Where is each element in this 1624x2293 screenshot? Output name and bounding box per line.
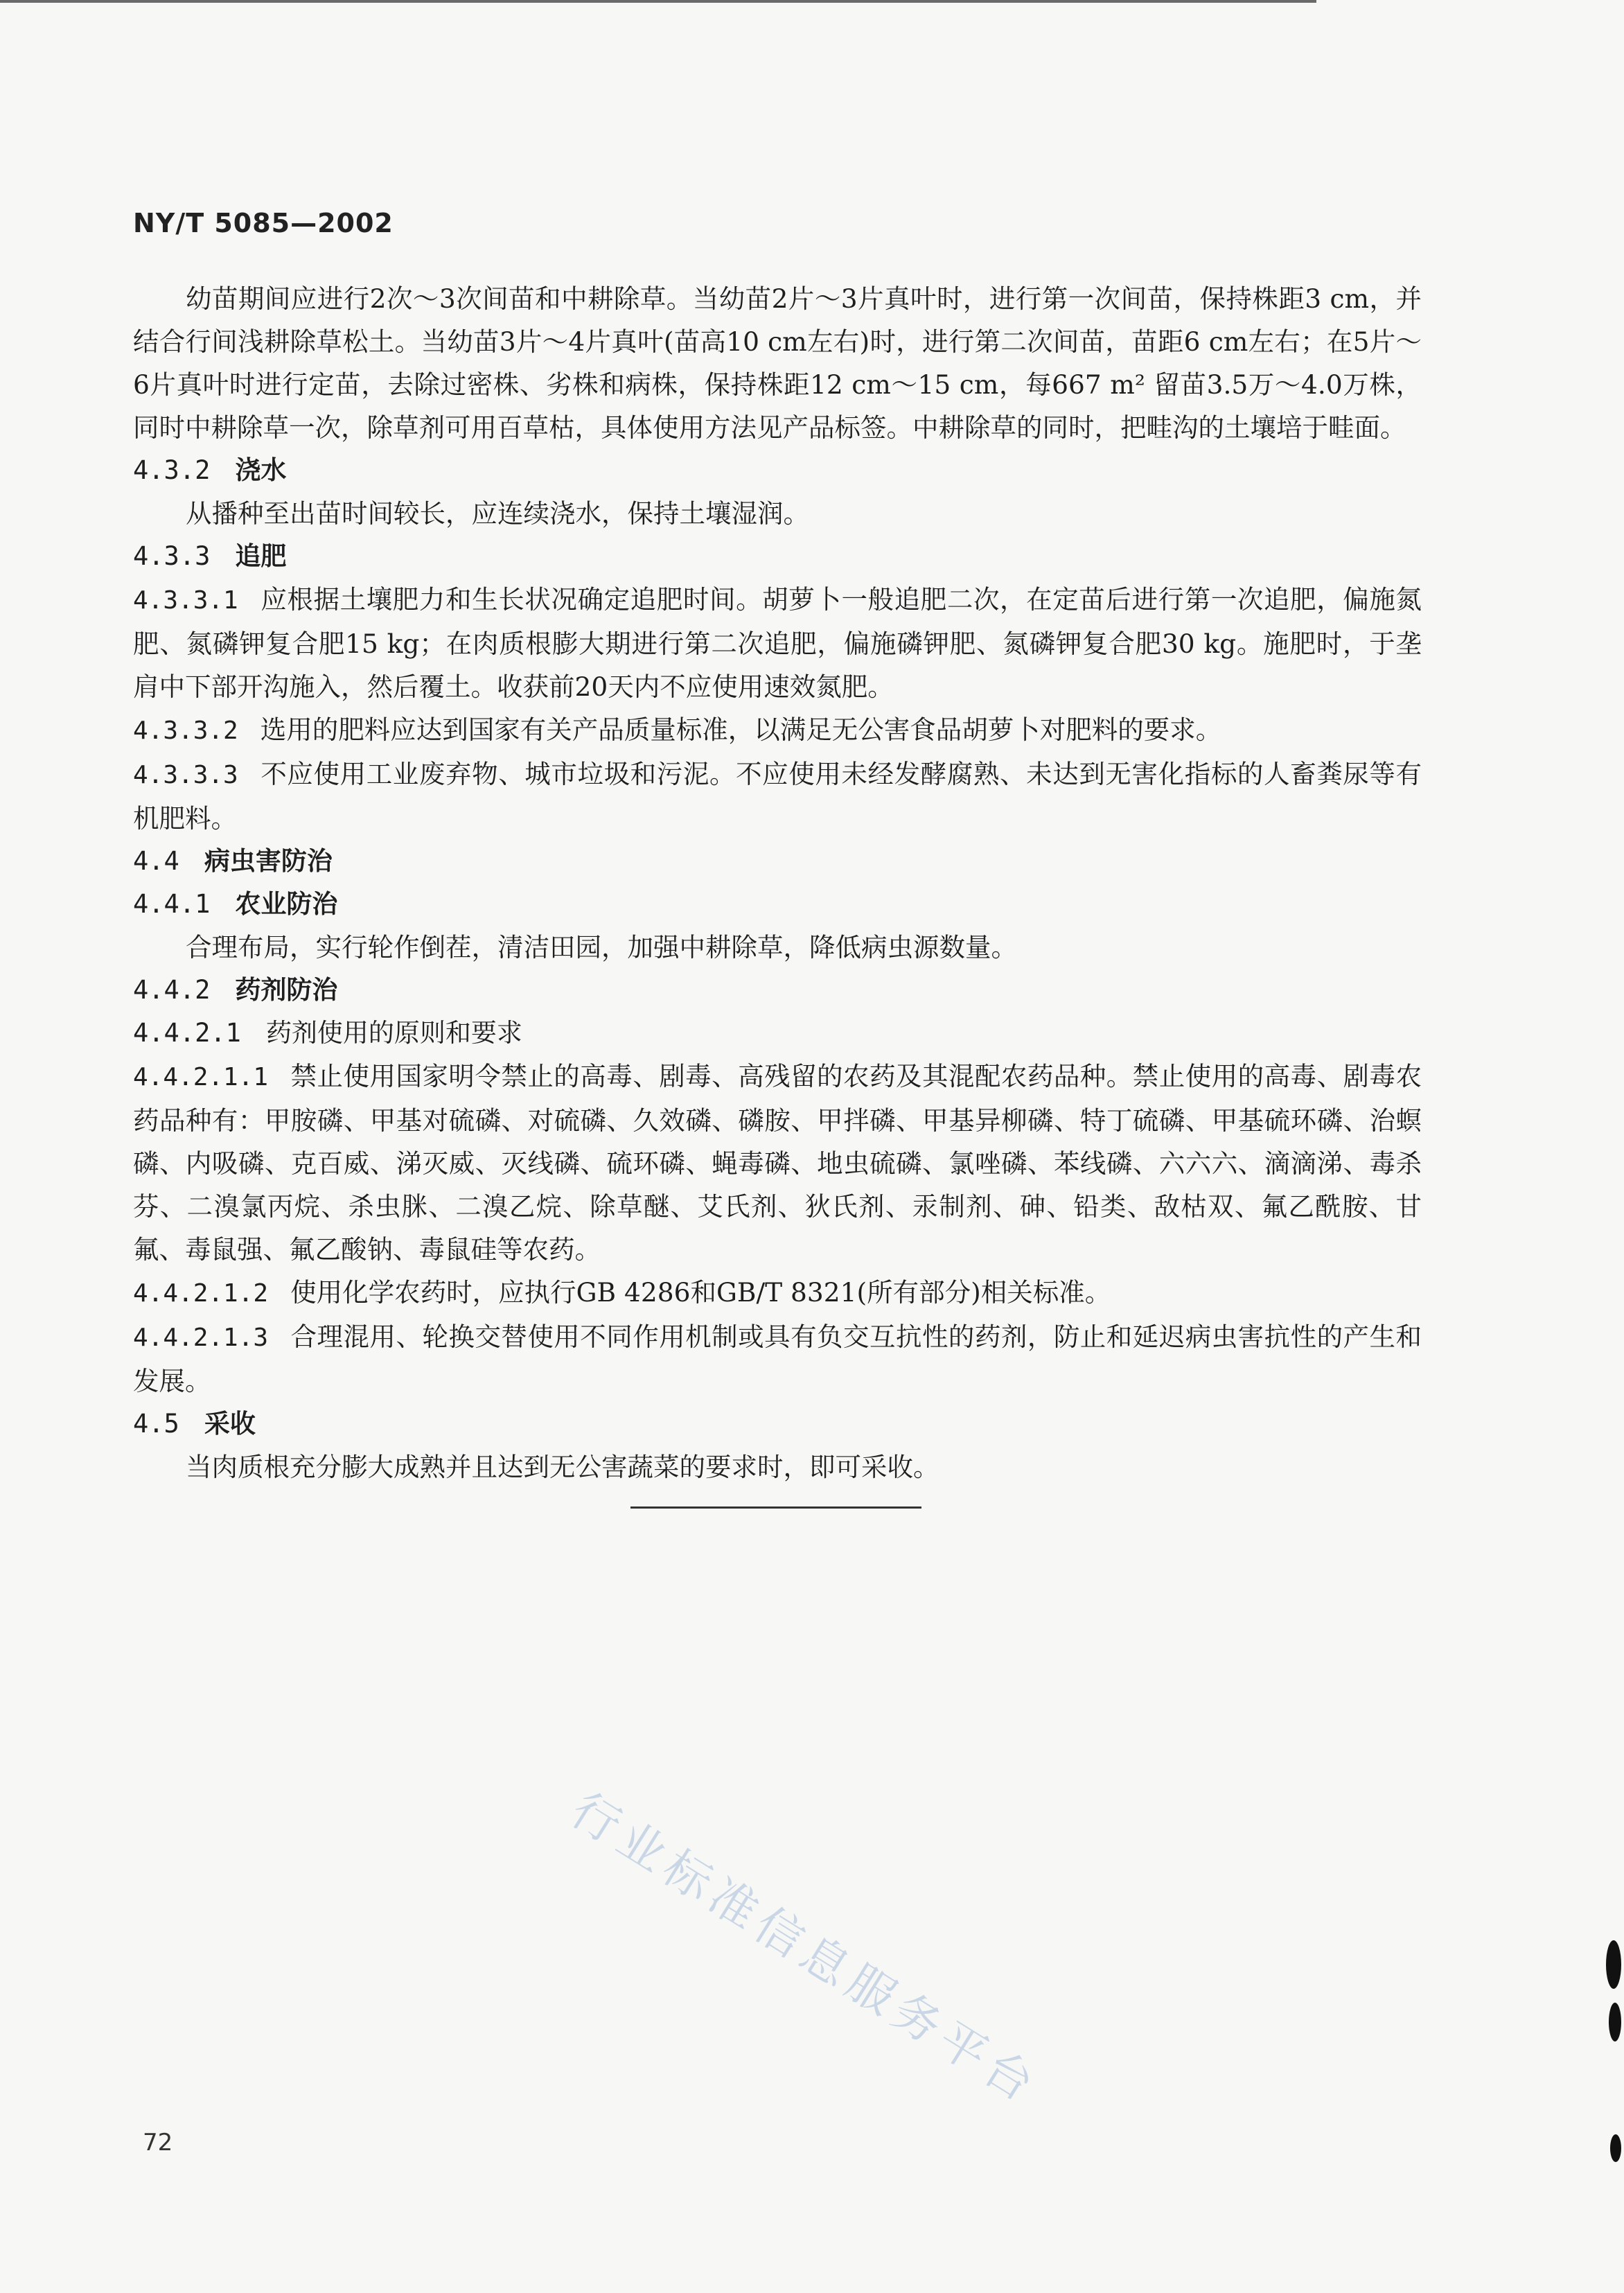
clause-4-3-3-1: 4.3.3.1 应根据土壤肥力和生长状况确定追肥时间。胡萝卜一般追肥二次，在定苗后进行第一次追肥，偏施氮肥、氮磷钾复合肥15 kg；在肉质根膨大期进行第二次追肥，偏施磷钾肥、氮磷钾复合肥30 kg。施肥时，于垄肩中下部开沟施入，然后覆土。收获前20天内不应使用速效氮肥。 [133, 584, 1422, 702]
heading-4-4-1: 4.4.1 农业防治 [133, 889, 338, 919]
top-border-rule [0, 0, 1316, 3]
standard-number-header: NY/T 5085—2002 [133, 208, 394, 238]
heading-4-3-2: 4.3.2 浇水 [133, 455, 287, 485]
heading-4-5: 4.5 采收 [133, 1409, 256, 1439]
clause-4-4-2-1-3: 4.4.2.1.3 合理混用、轮换交替使用不同作用机制或具有负交互抗性的药剂，防止和延迟病虫害抗性的产生和发展。 [133, 1321, 1422, 1396]
heading-4-4: 4.4 病虫害防治 [133, 846, 333, 876]
intro-paragraph: 幼苗期间应进行2次～3次间苗和中耕除草。当幼苗2片～3片真叶时，进行第一次间苗，保持株距3 cm，并结合行间浅耕除草松土。当幼苗3片～4片真叶(苗高10 cm左右)时，进行第二次间苗，苗距6 cm左右；在5片～6片真叶时进行定苗，去除过密株、劣株和病株，保持株距12 cm～15 cm，每667 m² 留苗3.5万～4.0万株，同时中耕除草一次，除草剂可用百草枯，具体使用方法见产品标签。中耕除草的同时，把畦沟的土壤培于畦面。 [133, 283, 1422, 443]
clause-4-3-3-3: 4.3.3.3 不应使用工业废弃物、城市垃圾和污泥。不应使用未经发酵腐熟、未达到无害化指标的人畜粪尿等有机肥料。 [133, 759, 1422, 834]
scan-artifact-mark [1610, 2134, 1621, 2162]
clause-4-4-2-1-2: 4.4.2.1.2 使用化学农药时，应执行GB 4286和GB/T 8321(所有部分)相关标准。 [133, 1277, 1111, 1308]
watermark: 行业标准信息服务平台 [561, 1782, 1049, 2116]
end-of-document-rule [630, 1506, 921, 1509]
clause-4-3-3-2: 4.3.3.2 选用的肥料应达到国家有关产品质量标准，以满足无公害食品胡萝卜对肥料的要求。 [133, 714, 1222, 745]
scan-artifact-mark [1609, 2003, 1621, 2041]
heading-4-3-3: 4.3.3 追肥 [133, 541, 287, 571]
paragraph-4-3-2: 从播种至出苗时间较长，应连续浇水，保持土壤湿润。 [186, 498, 809, 529]
paragraph-4-5: 当肉质根充分膨大成熟并且达到无公害蔬菜的要求时，即可采收。 [186, 1452, 939, 1482]
heading-4-4-2-1: 4.4.2.1 药剂使用的原则和要求 [133, 1018, 522, 1048]
heading-4-4-2: 4.4.2 药剂防治 [133, 975, 338, 1005]
document-body [133, 277, 1422, 1488]
page-number: 72 [143, 2129, 173, 2156]
clause-4-4-2-1-1: 4.4.2.1.1 禁止使用国家明令禁止的高毒、剧毒、高残留的农药及其混配农药品种。禁止使用的高毒、剧毒农药品种有：甲胺磷、甲基对硫磷、对硫磷、久效磷、磷胺、甲拌磷、甲基异柳磷、特丁硫磷、甲基硫环磷、治螟磷、内吸磷、克百威、涕灭威、灭线磷、硫环磷、蝇毒磷、地虫硫磷、氯唑磷、苯线磷、六六六、滴滴涕、毒杀芬、二溴氯丙烷、杀虫脒、二溴乙烷、除草醚、艾氏剂、狄氏剂、汞制剂、砷、铅类、敌枯双、氟乙酰胺、甘氟、毒鼠强、氟乙酸钠、毒鼠硅等农药。 [133, 1061, 1422, 1265]
paragraph-4-4-1: 合理布局，实行轮作倒茬，清洁田园，加强中耕除草，降低病虫源数量。 [186, 932, 1017, 963]
scan-artifact-mark [1606, 1940, 1621, 1989]
